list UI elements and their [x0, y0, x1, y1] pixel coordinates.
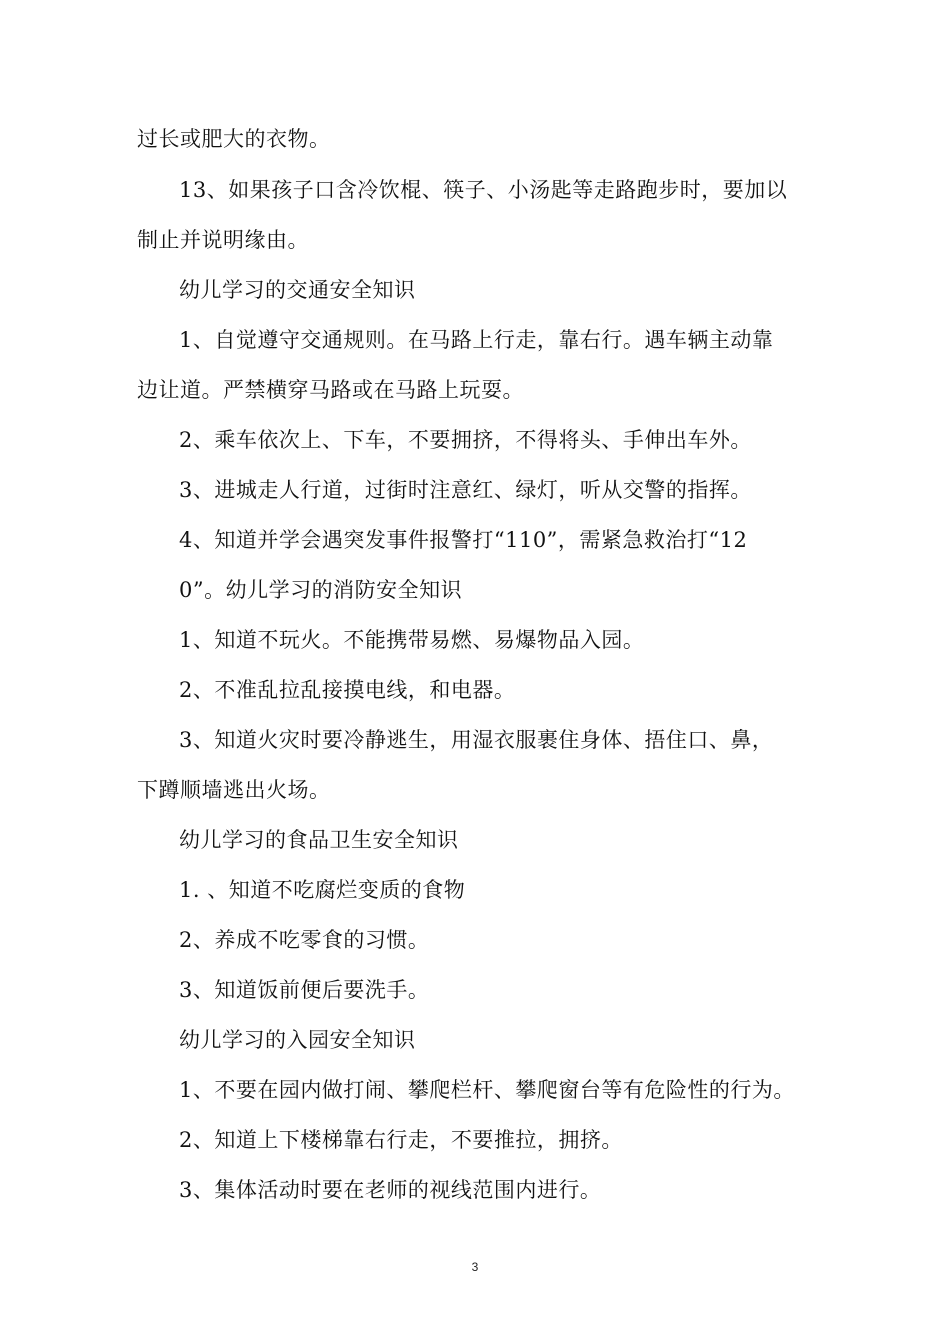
text-line: 下蹲顺墙逃出火场。: [137, 778, 331, 802]
text-line: 过长或肥大的衣物。: [137, 127, 331, 151]
text-line: 1、自觉遵守交通规则。在马路上行走，靠右行。遇车辆主动靠: [179, 328, 774, 352]
text-line: 4、知道并学会遇突发事件报警打“110”，需紧急救治打“12: [179, 528, 748, 552]
text-line: 制止并说明缘由。: [137, 228, 309, 252]
text-line: 3、知道饭前便后要洗手。: [179, 978, 430, 1002]
text-line: 3、进城走人行道，过街时注意红、绿灯，听从交警的指挥。: [179, 478, 752, 502]
section-heading-traffic: 幼儿学习的交通安全知识: [179, 278, 416, 302]
text-line: 2、养成不吃零食的习惯。: [179, 928, 430, 952]
text-line: 1. 、知道不吃腐烂变质的食物: [179, 878, 466, 902]
section-heading-food: 幼儿学习的食品卫生安全知识: [179, 828, 459, 852]
text-line: 13、如果孩子口含冷饮棍、筷子、小汤匙等走路跑步时，要加以: [179, 178, 788, 202]
page-number: 3: [471, 1260, 479, 1274]
text-line: 1、不要在园内做打闹、攀爬栏杆、攀爬窗台等有危险性的行为。: [179, 1078, 795, 1102]
text-line: 1、知道不玩火。不能携带易燃、易爆物品入园。: [179, 628, 645, 652]
section-heading-kindergarten: 幼儿学习的入园安全知识: [179, 1028, 416, 1052]
text-line: 3、知道火灾时要冷静逃生，用湿衣服裹住身体、捂住口、鼻，: [179, 728, 774, 752]
text-line: 2、不准乱拉乱接摸电线，和电器。: [179, 678, 516, 702]
text-line: 2、知道上下楼梯靠右行走，不要推拉，拥挤。: [179, 1128, 623, 1152]
text-line: 3、集体活动时要在老师的视线范围内进行。: [179, 1178, 602, 1202]
text-line: 0”。幼儿学习的消防安全知识: [179, 578, 463, 602]
text-line: 2、乘车依次上、下车，不要拥挤，不得将头、手伸出车外。: [179, 428, 752, 452]
text-line: 边让道。严禁横穿马路或在马路上玩耍。: [137, 378, 524, 402]
